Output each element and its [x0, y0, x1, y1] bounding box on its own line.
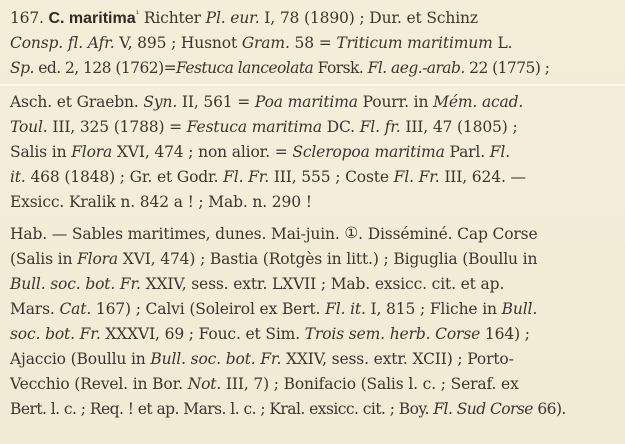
- species-name: C. maritima: [48, 10, 136, 27]
- synonym-name: Festuca lanceolata: [176, 59, 314, 77]
- citation-title: Fl.: [489, 143, 510, 161]
- text-fragment: (Salis in: [10, 250, 78, 268]
- text-fragment: Pourr. in: [357, 93, 434, 111]
- citation-title: Cat.: [59, 300, 92, 318]
- text-fragment: Exsicc. Kralik n. 842 a ! ; Mab. n. 290 !: [10, 193, 312, 211]
- entry-synonym-line-4: [10, 115, 614, 140]
- entry-synonym-line-5: [10, 140, 614, 165]
- text-fragment: XVI, 474 ; non alior. =: [112, 143, 293, 161]
- synonym-name: Scleropoa maritima: [292, 143, 445, 161]
- text-fragment: Forsk.: [313, 59, 368, 77]
- citation-title: Syn.: [143, 93, 178, 111]
- entry-heading-line: [10, 6, 614, 31]
- synonym-name: Triticum maritimum: [336, 34, 493, 52]
- text-fragment: Asch. et Graebn.: [10, 93, 144, 111]
- text-fragment: XXIV, sess. extr. XCII) ; Porto-: [281, 350, 514, 368]
- citation-title: Fl. Fr.: [393, 168, 440, 186]
- text-fragment: Hab. — Sables maritimes, dunes. Mai-juin.: [10, 225, 345, 243]
- habitat-line-3: [10, 272, 614, 297]
- text-fragment: V, 895 ; Husnot: [114, 34, 242, 52]
- synonym-name: Poa maritima: [254, 93, 358, 111]
- text-fragment: Salis in: [10, 143, 72, 161]
- text-fragment: Parl.: [444, 143, 490, 161]
- text-fragment: III, 624. —: [439, 168, 526, 186]
- entry-number: 167.: [10, 9, 49, 27]
- synonym-name: Festuca maritima: [186, 118, 322, 136]
- citation-title: Flora: [77, 250, 119, 268]
- text-fragment: Mars.: [10, 300, 60, 318]
- text-fragment: III, 47 (1805) ;: [400, 118, 518, 136]
- habitat-line-7: [10, 372, 614, 397]
- citation-title: Fl. Sud Corse: [433, 400, 533, 418]
- habitat-line-2: [10, 247, 614, 272]
- footnote-marker: ¹: [135, 9, 140, 20]
- citation-title: Pl. eur.: [205, 9, 260, 27]
- text-fragment: 164) ;: [480, 325, 530, 343]
- citation-title: Sp.: [10, 59, 34, 77]
- text-fragment: Vecchio (Revel. in Bor.: [10, 375, 188, 393]
- text-fragment: Bert. l. c. ; Req. ! et ap. Mars. l. c. ; Kral. exsicc. cit. ; Boy.: [10, 400, 434, 418]
- text-fragment: 58 =: [289, 34, 337, 52]
- entry-synonym-line-2: [10, 56, 614, 81]
- citation-title: Fl. it.: [325, 300, 366, 318]
- citation-title: it.: [10, 168, 26, 186]
- citation-title: Fl. aeg.-arab.: [367, 59, 465, 77]
- text-fragment: I, 78 (1890) ; Dur. et Schinz: [259, 9, 478, 27]
- text-fragment: 167) ; Calvi (Soleirol ex Bert.: [91, 300, 326, 318]
- text-fragment: III, 325 (1788) =: [47, 118, 187, 136]
- citation-title: Toul.: [10, 118, 48, 136]
- citation-title: Gram.: [241, 34, 290, 52]
- text-fragment: Richter: [139, 9, 206, 27]
- citation-title: Fl. fr.: [359, 118, 401, 136]
- citation-title: Flora: [71, 143, 113, 161]
- text-fragment: XVI, 474) ; Bastia (Rotgès in litt.) ; Biguglia (Boullu in: [118, 250, 538, 268]
- citation-title: Consp. fl. Afr.: [10, 34, 115, 52]
- text-fragment: 66).: [532, 400, 566, 418]
- text-fragment: L.: [492, 34, 513, 52]
- habitat-line-6: [10, 347, 614, 372]
- habitat-line-8: [10, 397, 614, 422]
- text-fragment: 468 (1848) ; Gr. et Godr.: [25, 168, 224, 186]
- text-fragment: XXXVI, 69 ; Fouc. et Sim.: [100, 325, 305, 343]
- citation-title: Fl. Fr.: [223, 168, 270, 186]
- citation-title: Trois sem. herb. Corse: [304, 325, 481, 343]
- entry-synonym-line-6: [10, 165, 614, 190]
- text-fragment: Ajaccio (Boullu in: [10, 350, 151, 368]
- citation-title: Bull.: [501, 300, 538, 318]
- text-fragment: I, 815 ; Fliche in: [365, 300, 502, 318]
- citation-title: Not.: [187, 375, 222, 393]
- entry-exsicc-line: [10, 190, 614, 215]
- habitat-line-4: [10, 297, 614, 322]
- text-fragment: DC.: [321, 118, 360, 136]
- entry-synonym-line-1: [10, 31, 614, 56]
- text-fragment: . Disséminé. Cap Corse: [358, 225, 538, 243]
- text-fragment: III, 7) ; Bonifacio (Salis l. c. ; Seraf. ex: [221, 375, 519, 393]
- line-spacer: [10, 81, 614, 90]
- text-fragment: 22 (1775) ;: [464, 59, 550, 77]
- entry-synonym-line-3: [10, 90, 614, 115]
- citation-title: soc. bot. Fr.: [10, 325, 101, 343]
- citation-title: Bull. soc. bot. Fr.: [10, 275, 141, 293]
- text-fragment: III, 555 ; Coste: [269, 168, 394, 186]
- text-fragment: ed. 2, 128 (1762)=: [33, 59, 177, 77]
- habitat-line-5: [10, 322, 614, 347]
- citation-title: Bull. soc. bot. Fr.: [150, 350, 282, 368]
- annual-symbol-icon: ①: [344, 224, 359, 242]
- paragraph-spacer: [10, 215, 614, 222]
- document-text-block: [10, 6, 614, 422]
- citation-title: Mém. acad.: [433, 93, 524, 111]
- habitat-line-1: [10, 222, 614, 247]
- text-fragment: II, 561 =: [177, 93, 255, 111]
- text-fragment: XXIV, sess. extr. LXVII ; Mab. exsicc. cit. et ap.: [140, 275, 505, 293]
